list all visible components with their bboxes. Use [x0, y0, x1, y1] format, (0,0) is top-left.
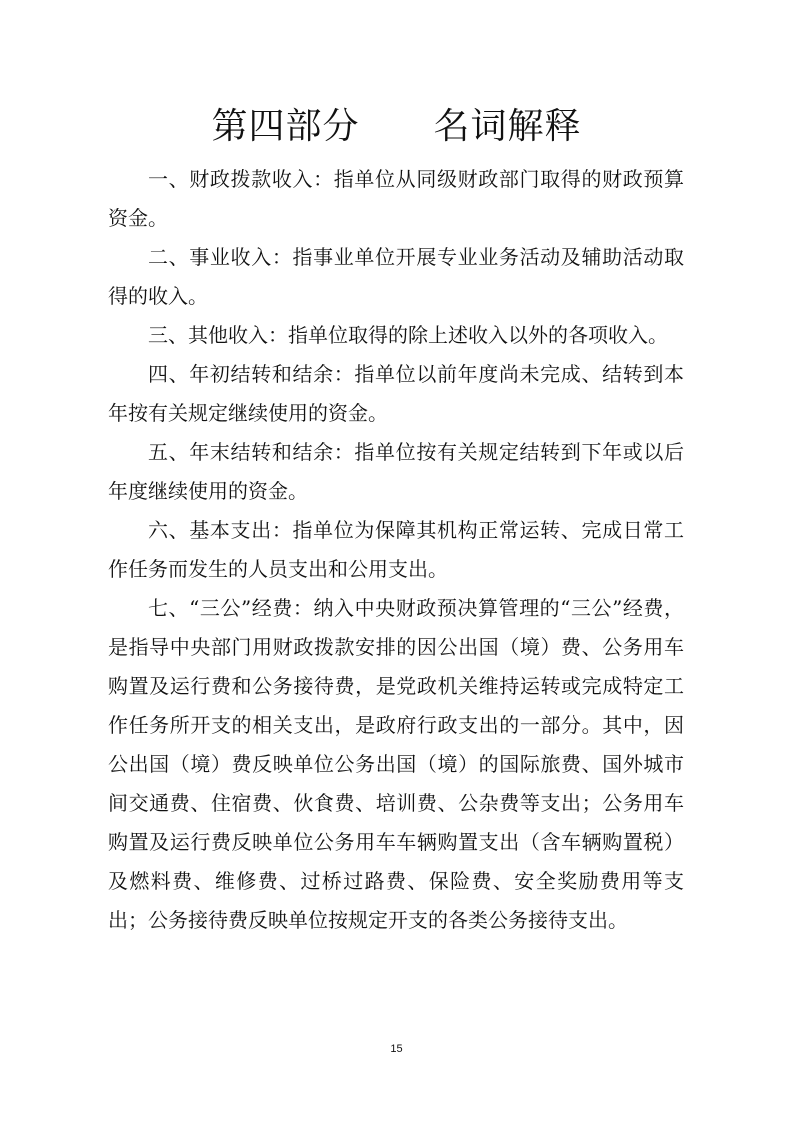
paragraph-basic-expenditure: 六、基本支出：指单位为保障其机构正常运转、完成日常工作任务而发生的人员支出和公用支出。 [108, 518, 684, 581]
paragraph-other-income: 三、其他收入：指单位取得的除上述收入以外的各项收入。 [148, 323, 668, 347]
paragraph-closing-carryover: 五、年末结转和结余：指单位按有关规定结转到下年或以后年度继续使用的资金。 [108, 440, 684, 503]
paragraph-opening-carryover: 四、年初结转和结余：指单位以前年度尚未完成、结转到本年按有关规定继续使用的资金。 [108, 362, 684, 425]
paragraph-three-public-expenses: 七、“三公”经费：纳入中央财政预决算管理的“三公”经费，是指导中央部门用财政拨款安排的因公出国（境）费、公务用车购置及运行费和公务接待费，是党政机关维持运转或完成特定工作任务所开支的相关支出，是政府行政支出的一部分。其中，因公出国（境）费反映单位公务出国（境）的国际旅费、国外城市间交通费、住宿费、伙食费、培训费、公杂费等支出；公务用车购置及运行费反映单位公务用车车辆购置支出（含车辆购置税）及燃料费、维修费、过桥过路费、保险费、安全奖励费用等支出；公务接待费反映单位按规定开支的各类公务接待支出。 [108, 596, 684, 932]
page-title: 第四部分 名词解释 [211, 106, 582, 147]
document-body [108, 160, 684, 940]
paragraph-business-income: 二、事业收入：指事业单位开展专业业务活动及辅助活动取得的收入。 [108, 245, 684, 308]
page-number: 15 [390, 1043, 403, 1055]
paragraph-fiscal-appropriation-income: 一、财政拨款收入：指单位从同级财政部门取得的财政预算资金。 [108, 167, 684, 230]
